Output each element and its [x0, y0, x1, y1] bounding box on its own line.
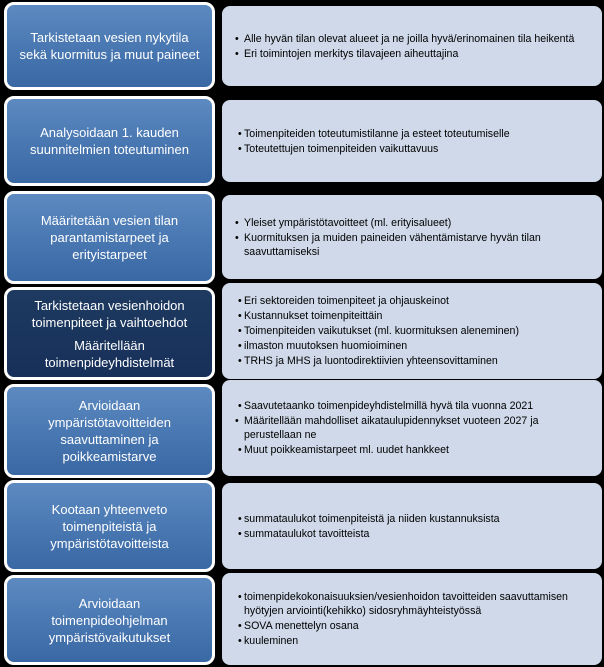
step-5-bullet-list	[244, 398, 592, 458]
step-6-title-line-1: Kootaan yhteenveto	[51, 501, 168, 517]
step-1-details	[222, 6, 602, 86]
step-6-details	[222, 483, 602, 569]
step-4-box	[4, 287, 215, 380]
bullet-item: • Muut poikkeamistarpeet ml. uudet hankkeet	[244, 443, 592, 457]
bullet-item: • Eri toimintojen merkitys tilavajeen aiheuttajina	[244, 47, 592, 61]
step-7-box	[4, 575, 215, 665]
step-5-title-line-4: poikkeamistarve	[62, 449, 157, 464]
step-6-bullet-list	[244, 511, 592, 542]
step-3-title-line-3: erityistarpeet	[72, 247, 147, 262]
step-1-title-line-2: sekä kuormitus ja muut paineet	[19, 47, 200, 62]
step-1-title-line-1: Tarkistetaan vesien nykytila	[30, 30, 189, 45]
bullet-item: • Kustannukset toimenpiteittäin	[244, 309, 592, 323]
bullet-item: • TRHS ja MHS ja luontodirektiivien yhteensovittaminen	[244, 354, 592, 368]
step-6-title-line-3: ympäristötavoitteista	[50, 535, 169, 551]
bullet-item: • Toimenpiteiden vaikutukset (ml. kuormituksen aleneminen)	[244, 324, 592, 338]
step-5-title-line-3: saavuttaminen ja	[60, 432, 159, 447]
step-4-title-line-1: Tarkistetaan vesienhoidon	[34, 297, 185, 313]
step-2-title-line-1: Analysoidaan 1. kauden	[40, 125, 179, 140]
bullet-item: • Toimenpiteiden toteutumistilanne ja esteet toteutumiselle	[244, 127, 592, 141]
step-6-title-line-2: toimenpiteistä ja	[62, 518, 157, 534]
step-5-title-line-1: Arvioidaan	[78, 398, 141, 413]
bullet-item: • ilmaston muutoksen huomioiminen	[244, 339, 592, 353]
bullet-item: • SOVA menettelyn osana	[244, 619, 592, 633]
bullet-item: • Toteutettujen toimenpiteiden vaikuttavuus	[244, 142, 592, 156]
step-7-title-line-3: ympäristövaikutukset	[48, 629, 171, 645]
step-3-title-line-1: Määritetään vesien tilan	[40, 213, 179, 228]
step-1-box	[4, 2, 215, 90]
step-5-details	[222, 380, 602, 476]
step-3-bullet-list	[244, 215, 592, 260]
step-2-title-line-2: suunnitelmien toteutuminen	[30, 142, 189, 157]
step-1-bullet-list	[244, 31, 592, 62]
bullet-item: • Yleiset ympäristötavoitteet (ml. erityisalueet)	[244, 216, 592, 230]
bullet-item: • Määritellään mahdolliset aikataulupidennykset vuoteen 2027 ja perustellaan ne	[244, 414, 592, 442]
step-7-title-line-1: Arvioidaan	[78, 595, 141, 611]
step-4-subtitle-line-1: Määritellään	[74, 337, 145, 353]
step-7-bullet-list	[244, 589, 592, 649]
bullet-item: • summataulukot tavoitteista	[244, 527, 592, 541]
bullet-item: • Saavutetaanko toimenpideyhdistelmillä hyvä tila vuonna 2021	[244, 399, 592, 413]
step-2-box	[4, 96, 215, 186]
bullet-item: • Eri sektoreiden toimenpiteet ja ohjauskeinot	[244, 294, 592, 308]
bullet-item: • Alle hyvän tilan olevat alueet ja ne joilla hyvä/erinomainen tila heikentä	[244, 32, 592, 46]
step-4-bullet-list	[244, 293, 592, 369]
step-4-details	[222, 283, 602, 379]
step-2-details	[222, 100, 602, 182]
bullet-item: • toimenpidekokonaisuuksien/vesienhoidon tavoitteiden saavuttamisen hyötyjen arviointi(kehikko) sidosryhmäyhteistyössä	[244, 590, 592, 618]
step-7-details	[222, 573, 602, 665]
step-3-box	[4, 191, 215, 284]
step-3-details	[222, 195, 602, 279]
step-4-title-line-2: toimenpiteet ja vaihtoehdot	[31, 314, 188, 330]
step-6-box	[4, 480, 215, 572]
step-7-title-line-2: toimenpideohjelman	[51, 612, 168, 628]
bullet-item: • summataulukot toimenpiteistä ja niiden kustannuksista	[244, 512, 592, 526]
step-4-subtitle-line-2: toimenpideyhdistelmät	[44, 354, 175, 370]
step-3-title-line-2: parantamistarpeet ja	[50, 230, 169, 245]
step-5-title-line-2: ympäristötavoitteiden	[48, 415, 171, 430]
bullet-item: • kuuleminen	[244, 634, 592, 648]
step-5-box	[4, 384, 215, 478]
bullet-item: • Kuormituksen ja muiden paineiden vähentämistarve hyvän tilan saavuttamiseksi	[244, 231, 592, 259]
step-2-bullet-list	[244, 126, 592, 157]
